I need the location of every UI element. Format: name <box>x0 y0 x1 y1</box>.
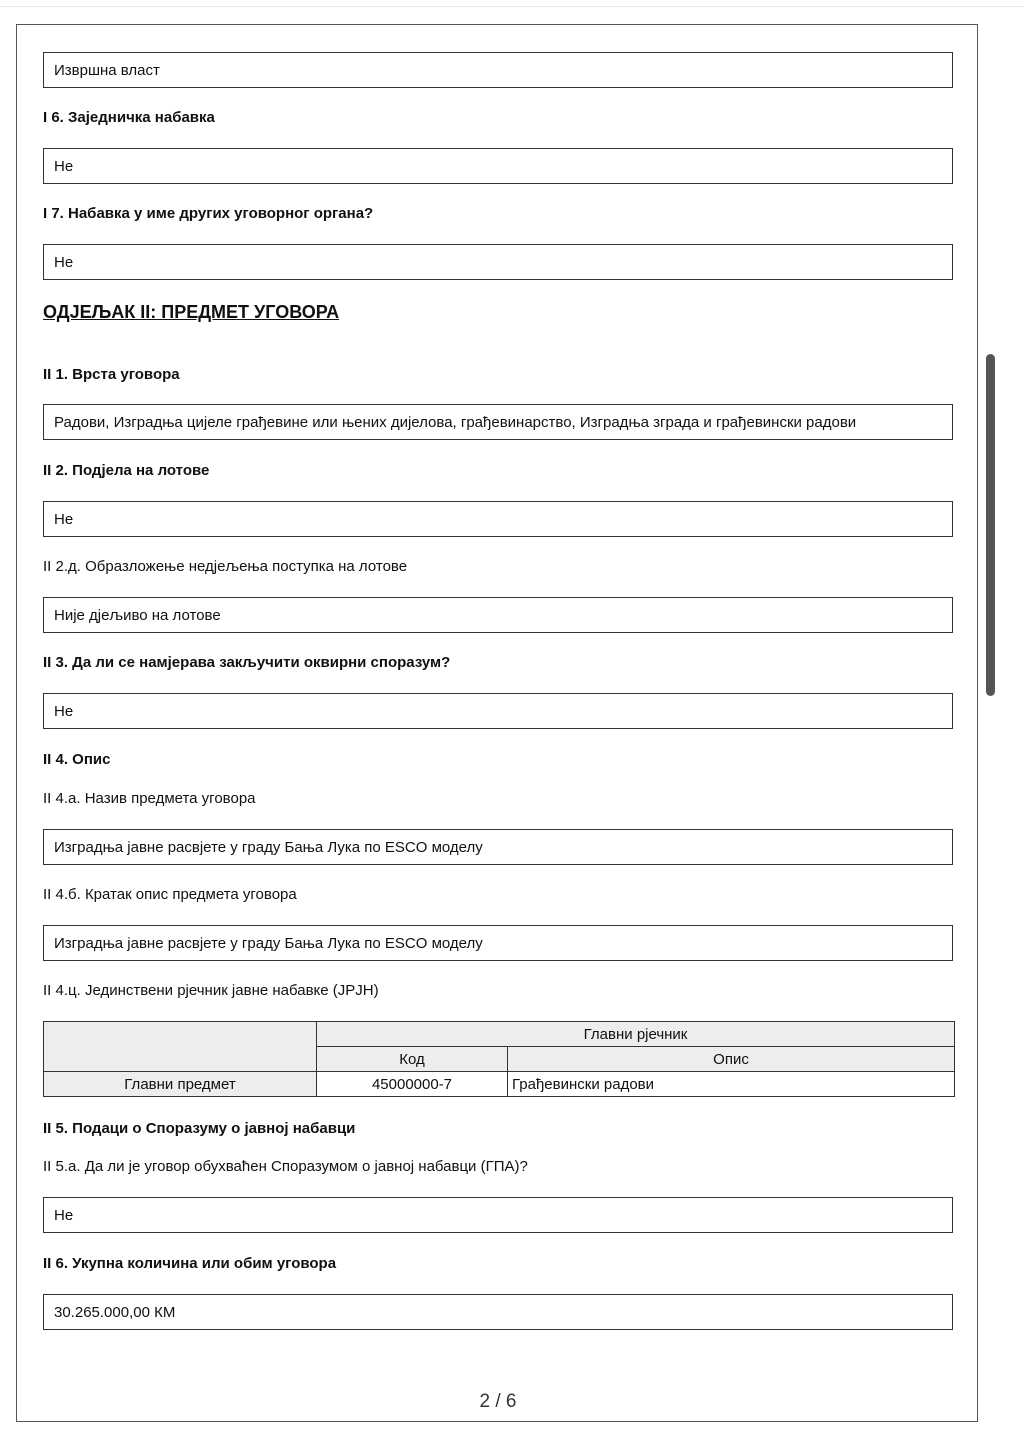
contract-type-value: Радови, Изградња цијеле грађевине или њених дијелова, грађевинарство, Изградња зграда и грађевински радови <box>54 413 857 431</box>
framework-label: II 3. Да ли се намјерава закључити оквирни споразум? <box>43 654 451 671</box>
cpv-row-label: Главни предмет <box>44 1072 317 1097</box>
short-description-label: II 4.б. Кратак опис предмета уговора <box>43 886 297 903</box>
cpv-empty-header <box>44 1022 317 1072</box>
joint-procurement-field <box>43 148 953 184</box>
joint-procurement-value: Не <box>54 157 74 175</box>
cpv-label: II 4.ц. Јединствени рјечник јавне набавке (ЈРЈН) <box>43 982 379 999</box>
cpv-header-row <box>44 1022 955 1047</box>
gpa-value: Не <box>54 1206 74 1224</box>
gpa-field <box>43 1197 953 1233</box>
total-quantity-value: 30.265.000,00 КМ <box>54 1303 176 1321</box>
subject-name-label: II 4.а. Назив предмета уговора <box>43 790 256 807</box>
cpv-col-code: Код <box>317 1047 508 1072</box>
lots-label: II 2. Подјела на лотове <box>43 462 210 479</box>
lots-field <box>43 501 953 537</box>
total-quantity-field <box>43 1294 953 1330</box>
subject-name-field <box>43 829 953 865</box>
description-label: II 4. Опис <box>43 751 111 768</box>
cpv-group-header: Главни рјечник <box>317 1022 955 1047</box>
page-number: 2 / 6 <box>479 1391 517 1412</box>
lots-value: Не <box>54 510 74 528</box>
top-divider <box>0 6 1024 7</box>
document-page <box>16 24 978 1422</box>
contract-type-field <box>43 404 953 440</box>
short-description-field <box>43 925 953 961</box>
section-2-title: ОДЈЕЉАК II: ПРЕДМЕТ УГОВОРА <box>43 302 340 322</box>
subject-name-value: Изградња јавне расвјете у граду Бања Лука по ESCO моделу <box>54 838 483 856</box>
scrollbar-thumb[interactable] <box>986 354 995 696</box>
framework-field <box>43 693 953 729</box>
contract-type-label: II 1. Врста уговора <box>43 366 180 383</box>
cpv-table <box>43 1021 955 1097</box>
cpv-row-desc: Грађевински радови <box>508 1072 955 1097</box>
table-row <box>44 1072 955 1097</box>
on-behalf-field <box>43 244 953 280</box>
on-behalf-value: Не <box>54 253 74 271</box>
short-description-value: Изградња јавне расвјете у граду Бања Лука по ESCO моделу <box>54 934 483 952</box>
total-quantity-label: II 6. Укупна количина или обим уговора <box>43 1255 337 1272</box>
lots-reason-label: II 2.д. Образложење недјељења поступка на лотове <box>43 558 408 575</box>
lots-reason-field <box>43 597 953 633</box>
lots-reason-value: Није дјељиво на лотове <box>54 606 221 624</box>
authority-type-field <box>43 52 953 88</box>
cpv-col-desc: Опис <box>508 1047 955 1072</box>
gpa-question-label: II 5.а. Да ли је уговор обухваћен Споразумом о јавној набавци (ГПА)? <box>43 1158 528 1175</box>
framework-value: Не <box>54 702 74 720</box>
joint-procurement-label: I 6. Заједничка набавка <box>43 109 215 126</box>
on-behalf-label: I 7. Набавка у име других уговорног органа? <box>43 205 374 222</box>
authority-type-value: Извршна власт <box>54 61 160 79</box>
cpv-row-code: 45000000-7 <box>317 1072 508 1097</box>
gpa-section-label: II 5. Подаци о Споразуму о јавној набавци <box>43 1120 356 1137</box>
